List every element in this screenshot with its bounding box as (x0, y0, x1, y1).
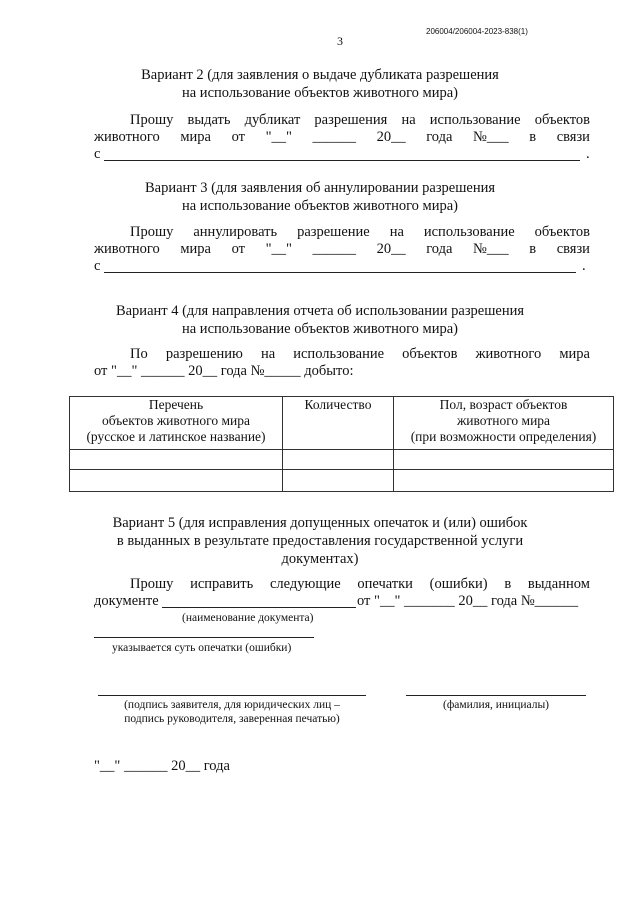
variant2-line2 (94, 129, 590, 146)
table-header-species (70, 397, 283, 450)
document-name-line[interactable] (162, 607, 356, 608)
variant2-reason-line (104, 160, 580, 161)
word: на (401, 112, 416, 128)
word: на (389, 224, 404, 240)
table-cell[interactable] (394, 450, 614, 470)
word: опечатки (357, 576, 413, 592)
table-header-quantity (283, 397, 394, 450)
table-cell[interactable] (394, 470, 614, 492)
word: аннулировать (193, 224, 278, 240)
word: в (504, 576, 512, 592)
name-initials-line[interactable] (406, 695, 586, 696)
variant5-line2-prefix: документе (94, 593, 159, 609)
header-text: объектов животного мира (102, 413, 250, 428)
word: объектов (534, 224, 590, 240)
document-name-caption: (наименование документа) (182, 612, 314, 624)
word: связи (556, 241, 590, 257)
error-description-line[interactable] (94, 637, 314, 638)
table-cell[interactable] (283, 450, 394, 470)
signature-caption-line1: (подпись заявителя, для юридических лиц – (124, 699, 340, 711)
variant2-line3-end: . (586, 146, 590, 162)
table-row (70, 450, 614, 470)
word: на (260, 346, 276, 362)
document-id: 206004/206004-2023-838(1) (426, 27, 528, 36)
word: мира (559, 346, 590, 362)
day-blank: "__" (265, 129, 292, 145)
month-blank: ______ (312, 241, 357, 257)
signature-line[interactable] (98, 695, 366, 696)
word: (ошибки) (429, 576, 488, 592)
variant4-line1 (130, 346, 590, 363)
year-blank: 20__ (376, 129, 406, 145)
word: мира (180, 129, 211, 145)
variant3-line2 (94, 241, 590, 258)
variant5-title-line3: документах) (281, 551, 359, 567)
variant3-title-line2: на использование объектов животного мира) (181, 198, 458, 214)
error-caption: указывается суть опечатки (ошибки) (112, 642, 292, 654)
day-blank: "__" (265, 241, 292, 257)
word: от (231, 241, 245, 257)
word: Прошу (130, 224, 174, 240)
word: использование (423, 224, 515, 240)
variant4-title-line2: на использование объектов животного мира) (181, 321, 458, 337)
header-text: (при возможности определения) (410, 429, 597, 444)
word: разрешению (165, 346, 243, 362)
header-text: Количество (304, 397, 372, 412)
word: животного (94, 129, 160, 145)
word: года (426, 129, 453, 145)
table-row (70, 470, 614, 492)
variant3-title-line1: Вариант 3 (для заявления об аннулировании разрешения (144, 180, 496, 196)
page-number: 3 (337, 34, 343, 48)
number-blank: №___ (473, 129, 509, 145)
word: Прошу (130, 576, 174, 592)
table-header-row (70, 397, 614, 450)
word: использование (429, 112, 521, 128)
word: выдать (187, 112, 231, 128)
variant3-line1 (130, 224, 590, 241)
word: в (529, 129, 537, 145)
year-blank: 20__ (376, 241, 406, 257)
word: По (130, 346, 148, 362)
word: исправить (190, 576, 254, 592)
header-text: (русское и латинское название) (86, 429, 266, 444)
variant4-title-line1: Вариант 4 (для направления отчета об использовании разрешения (115, 303, 525, 319)
variant3-line3-end: . (582, 258, 586, 274)
word: мира (180, 241, 211, 257)
date-line: "__" ______ 20__ года (94, 758, 230, 774)
name-initials-caption: (фамилия, инициалы) (442, 699, 550, 711)
word: дубликат (244, 112, 301, 128)
table-cell[interactable] (283, 470, 394, 492)
table-cell[interactable] (70, 450, 283, 470)
word: разрешения (314, 112, 388, 128)
word: объектов (402, 346, 458, 362)
word: года (426, 241, 453, 257)
variant4-line2: от "__" ______ 20__ года №_____ добыто: (94, 363, 354, 379)
header-text: Перечень (148, 397, 204, 412)
word: использование (293, 346, 385, 362)
month-blank: ______ (312, 129, 357, 145)
word: связи (556, 129, 590, 145)
table-header-sex-age (394, 397, 614, 450)
variant3-reason-line (104, 272, 576, 273)
word: объектов (534, 112, 590, 128)
word: разрешение (297, 224, 370, 240)
variant5-line1 (130, 576, 590, 593)
variant2-title-line1: Вариант 2 (для заявления о выдаче дубликата разрешения (141, 67, 499, 83)
variant5-title-line2: в выданных в результате предоставления государственной услуги (116, 533, 524, 549)
header-text: Пол, возраст объектов (439, 397, 568, 412)
variant2-title-line2: на использование объектов животного мира) (181, 85, 458, 101)
variant2-line3-start: с (94, 146, 101, 162)
table-cell[interactable] (70, 470, 283, 492)
word: от (231, 129, 245, 145)
header-text: животного мира (456, 413, 551, 428)
variant5-title-line1: Вариант 5 (для исправления допущенных опечаток и (или) ошибок (112, 515, 528, 531)
number-blank: №___ (473, 241, 509, 257)
variant5-line2-suffix: от "__" _______ 20__ года №______ (357, 593, 579, 609)
variant3-line3-start: с (94, 258, 101, 274)
word: в (529, 241, 537, 257)
word: животного (94, 241, 160, 257)
signature-caption-line2: подпись руководителя, заверенная печатью) (124, 713, 340, 725)
word: выданном (527, 576, 590, 592)
variant2-line1 (130, 112, 590, 129)
word: животного (475, 346, 542, 362)
harvest-table (69, 396, 614, 492)
word: Прошу (130, 112, 174, 128)
word: следующие (269, 576, 341, 592)
